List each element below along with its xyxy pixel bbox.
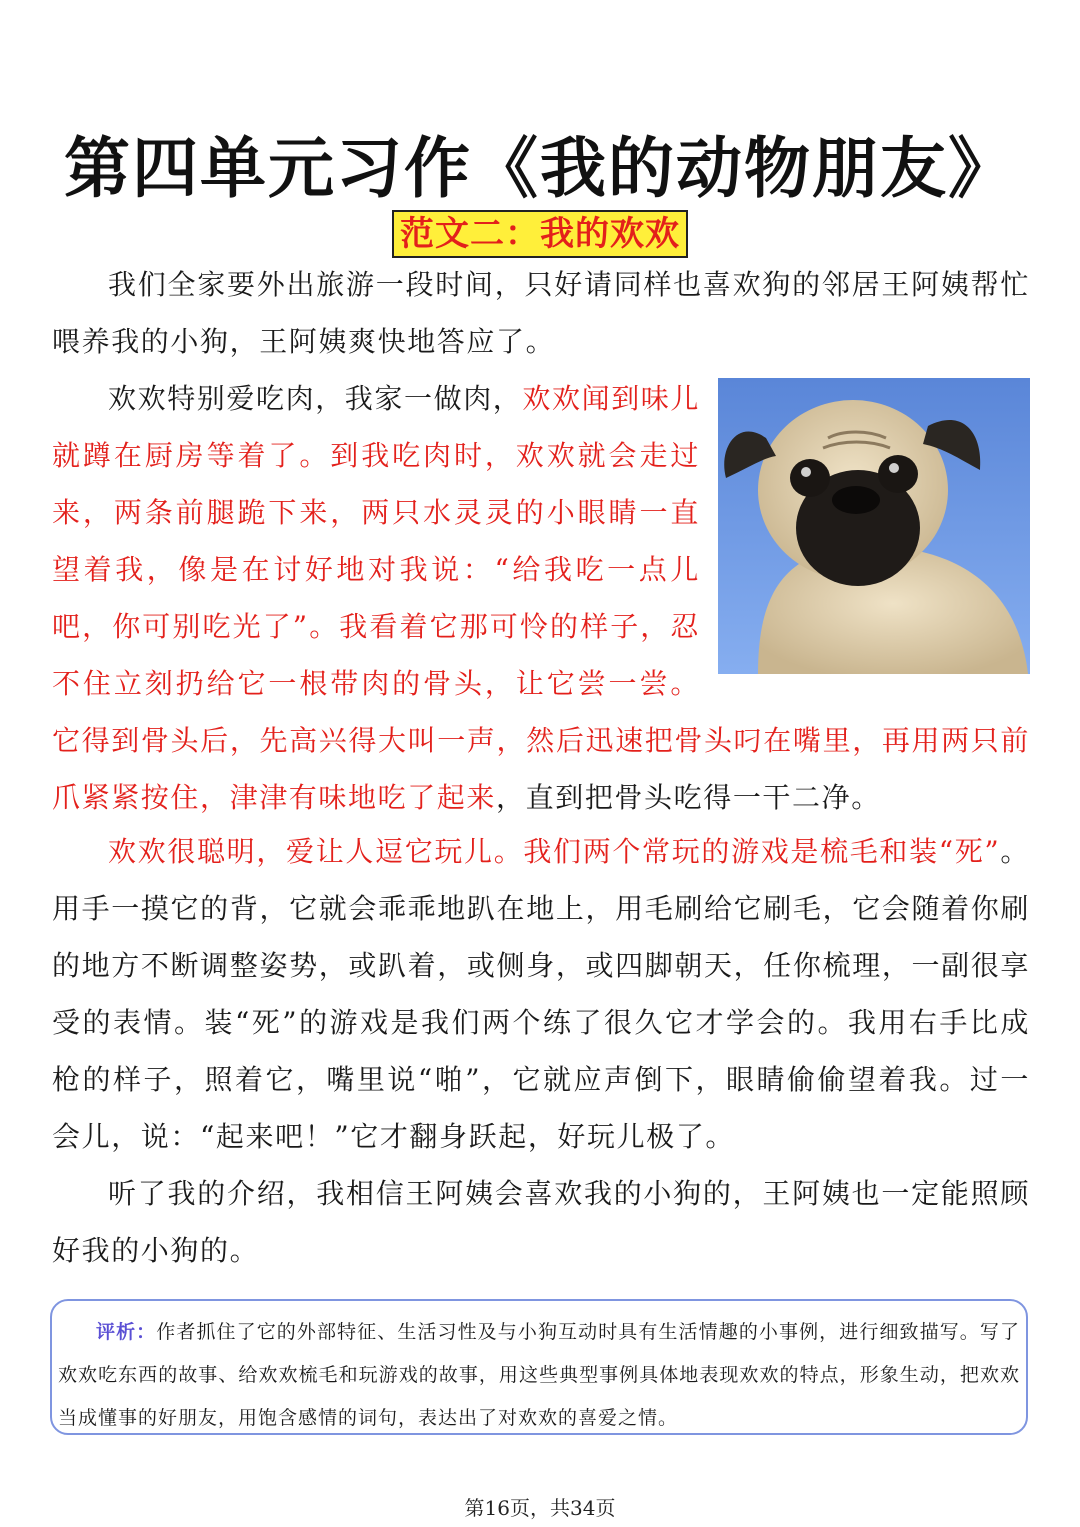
paragraph-4-text: 听了我的介绍，我相信王阿姨会喜欢我的小狗的，王阿姨也一定能照顾好我的小狗的。 (52, 1177, 1030, 1267)
paragraph-3 (52, 823, 1030, 1165)
essay-subtitle: 范文二：我的欢欢 (392, 210, 688, 258)
pug-dog-photo (718, 378, 1030, 674)
paragraph-2-intro: 欢欢特别爱吃肉，我家一做肉， (108, 382, 523, 415)
page-number: 第16页，共34页 (464, 1496, 616, 1520)
analysis-body: 作者抓住了它的外部特征、生活习性及与小狗互动时具有生活情趣的小事例，进行细致描写。写了欢欢吃东西的故事、给欢欢梳毛和玩游戏的故事，用这些典型事例具体地表现欢欢的特点，形象生动，把欢欢当成懂事的好朋友，用饱含感情的词句，表达出了对欢欢的喜爱之情。 (58, 1321, 1020, 1429)
paragraph-4 (52, 1165, 1030, 1279)
analysis-box (50, 1299, 1028, 1435)
paragraph-3-text (52, 823, 1030, 1165)
paragraph-3-highlight: 欢欢很聪明，爱让人逗它玩儿。我们两个常玩的游戏是梳毛和装“死” (108, 835, 1001, 868)
analysis-label: 评析： (96, 1321, 157, 1343)
paragraph-2 (52, 370, 1030, 826)
paragraph-1-text: 我们全家要外出旅游一段时间，只好请同样也喜欢狗的邻居王阿姨帮忙喂养我的小狗，王阿姨爽快地答应了。 (52, 268, 1030, 358)
paragraph-3-body: 。用手一摸它的背，它就会乖乖地趴在地上，用毛刷给它刷毛，它会随着你刷的地方不断调整姿势，或趴着，或侧身，或四脚朝天，任你梳理，一副很享受的表情。装“死”的游戏是我们两个练了很久它才学会的。我用右手比成枪的样子，照着它，嘴里说“啪”，它就应声倒下，眼睛偷偷望着我。过一会儿，说：“起来吧！”它才翻身跃起，好玩儿极了。 (52, 835, 1030, 1153)
subtitle-wrapper (0, 210, 1080, 258)
paragraph-2-ending: ，直到把骨头吃得一干二净。 (496, 781, 881, 814)
analysis-text (58, 1311, 1020, 1440)
paragraph-2-highlight: 欢欢闻到味儿就蹲在厨房等着了。到我吃肉时，欢欢就会走过来，两条前腿跪下来，两只水灵灵的小眼睛一直望着我，像是在讨好地对我说：“给我吃一点儿吧，你可别吃光了”。我看着它那可怜的样子，忍不住立刻扔给它一根带肉的骨头，让它尝一尝。它得到骨头后，先高兴得大叫一声，然后迅速把骨头叼在嘴里，再用两只前爪紧紧按住，津津有味地吃了起来 (52, 382, 1030, 814)
paragraph-1 (52, 256, 1030, 370)
page-title: 第四单元习作《我的动物朋友》 (64, 129, 1016, 207)
